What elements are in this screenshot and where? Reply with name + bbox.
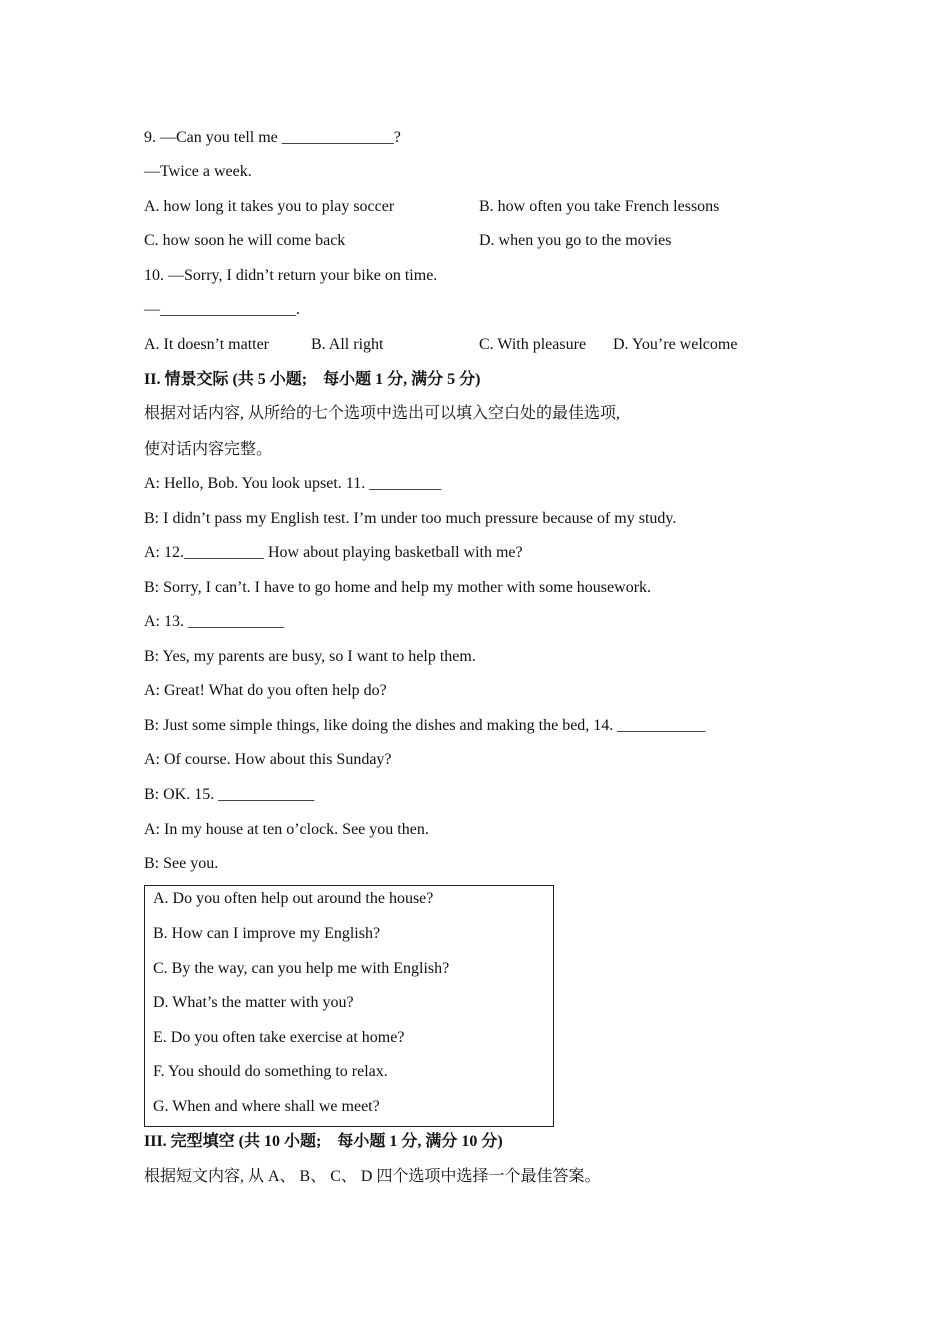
q9-option-d: D. when you go to the movies [479,232,672,249]
dialogue-line: B: I didn’t pass my English test. I’m under too much pressure because of my study. [144,510,677,527]
choice-item: F. You should do something to relax. [153,1063,388,1080]
q10-reply: —_________________. [144,301,300,318]
choice-item: C. By the way, can you help me with English? [153,960,450,977]
dialogue-line: A: In my house at ten o’clock. See you then. [144,821,429,838]
q10-option-d: D. You’re welcome [613,336,738,353]
section2-heading: II. 情景交际 (共 5 小题; 每小题 1 分, 满分 5 分) [144,371,481,388]
q10-stem: 10. —Sorry, I didn’t return your bike on time. [144,267,438,284]
section2-instruction-1: 根据对话内容, 从所给的七个选项中选出可以填入空白处的最佳选项, [144,405,621,422]
section2-instruction-2: 使对话内容完整。 [144,441,273,458]
choice-item: B. How can I improve my English? [153,925,381,942]
q10-option-b: B. All right [311,336,384,353]
dialogue-line: A: Hello, Bob. You look upset. 11. _________ [144,475,442,492]
q10-option-c: C. With pleasure [479,336,587,353]
q9-option-b: B. how often you take French lessons [479,198,720,215]
q9-option-a: A. how long it takes you to play soccer [144,198,395,215]
dialogue-line: B: Yes, my parents are busy, so I want to help them. [144,648,476,665]
q9-option-c: C. how soon he will come back [144,232,346,249]
dialogue-line: B: See you. [144,855,219,872]
choices-box [144,885,554,1127]
dialogue-line: A: 12.__________ How about playing basketball with me? [144,544,523,561]
choice-item: A. Do you often help out around the house? [153,890,434,907]
q9-stem: 9. —Can you tell me ______________? [144,129,401,146]
dialogue-line: A: Great! What do you often help do? [144,682,387,699]
dialogue-line: A: 13. ____________ [144,613,284,630]
q9-reply: —Twice a week. [144,163,252,180]
dialogue-line: B: Just some simple things, like doing the dishes and making the bed, 14. ___________ [144,717,706,734]
section3-heading: III. 完型填空 (共 10 小题; 每小题 1 分, 满分 10 分) [144,1133,503,1150]
section3-instruction: 根据短文内容, 从 A、 B、 C、 D 四个选项中选择一个最佳答案。 [144,1168,601,1185]
dialogue-line: B: OK. 15. ____________ [144,786,315,803]
choice-item: G. When and where shall we meet? [153,1098,380,1115]
dialogue-line: B: Sorry, I can’t. I have to go home and help my mother with some housework. [144,579,652,596]
dialogue-line: A: Of course. How about this Sunday? [144,751,392,768]
choice-item: D. What’s the matter with you? [153,994,354,1011]
choice-item: E. Do you often take exercise at home? [153,1029,405,1046]
q10-option-a: A. It doesn’t matter [144,336,270,353]
